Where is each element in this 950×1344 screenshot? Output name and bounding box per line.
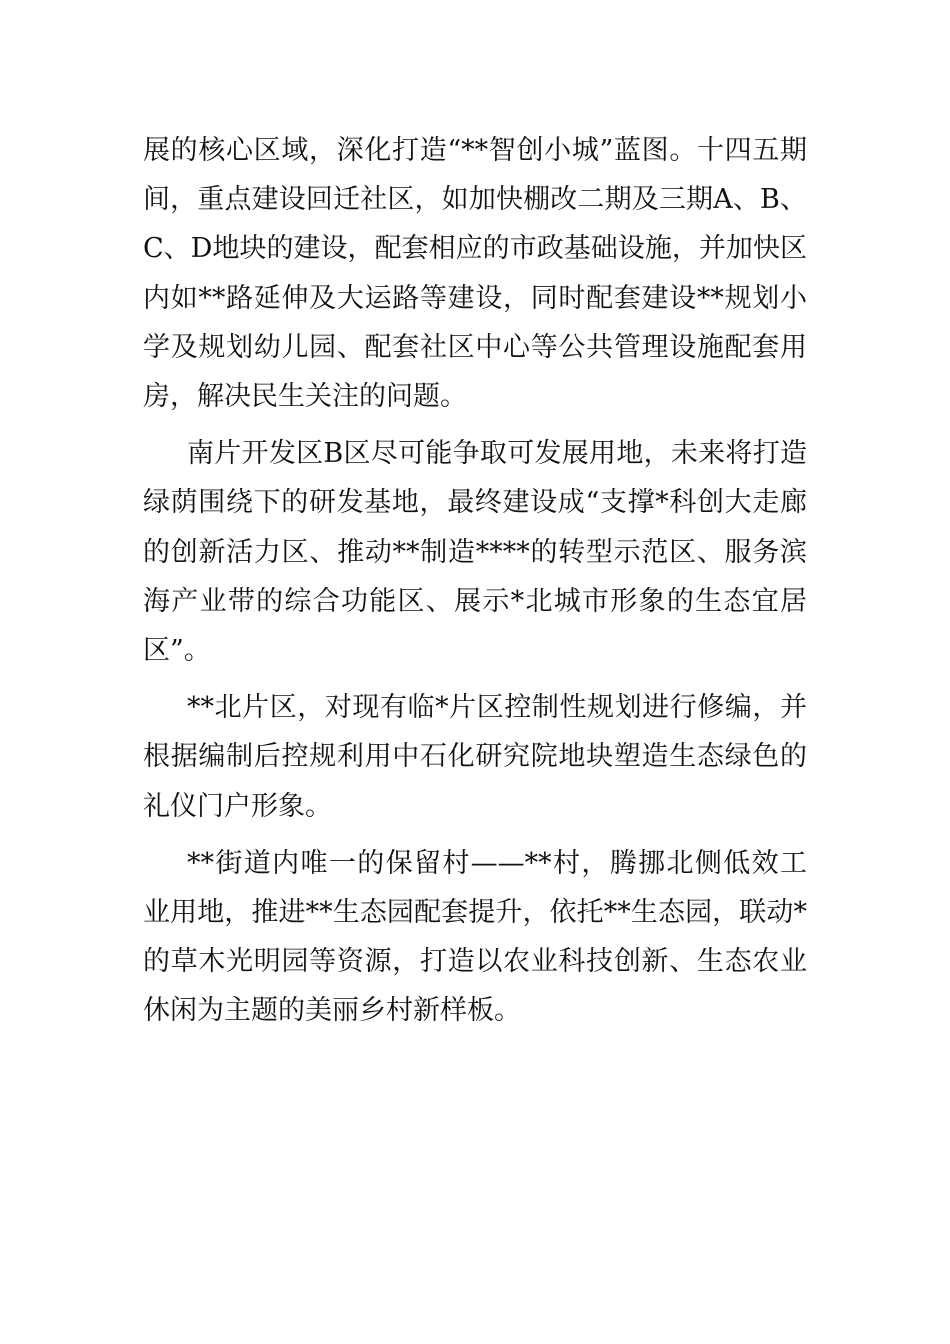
document-body: [143, 126, 807, 1044]
paragraph-continuation: 展的核心区域，深化打造“**智创小城”蓝图。十四五期间，重点建设回迁社区，如加快棚改二期及三期A、B、C、D地块的建设，配套相应的市政基础设施，并加快区内如**路延伸及大运路等建设，同时配套建设**规划小学及规划幼儿园、配套社区中心等公共管理设施配套用房，解决民生关注的问题。: [143, 135, 807, 413]
paragraph-north-area: **北片区，对现有临*片区控制性规划进行修编，并根据编制后控规利用中石化研究院地块塑造生态绿色的礼仪门户形象。: [143, 692, 807, 822]
paragraph-village: **街道内唯一的保留村——**村，腾挪北侧低效工业用地，推进**生态园配套提升，依托**生态园，联动*的草木光明园等资源，打造以农业科技创新、生态农业休闲为主题的美丽乡村新样板。: [143, 847, 807, 1027]
paragraph-south-area: 南片开发区B区尽可能争取可发展用地，未来将打造绿荫围绕下的研发基地，最终建设成“支撑*科创大走廊的创新活力区、推动**制造****的转型示范区、服务滨海产业带的综合功能区、展示*北城市形象的生态宜居区”。: [143, 438, 807, 667]
